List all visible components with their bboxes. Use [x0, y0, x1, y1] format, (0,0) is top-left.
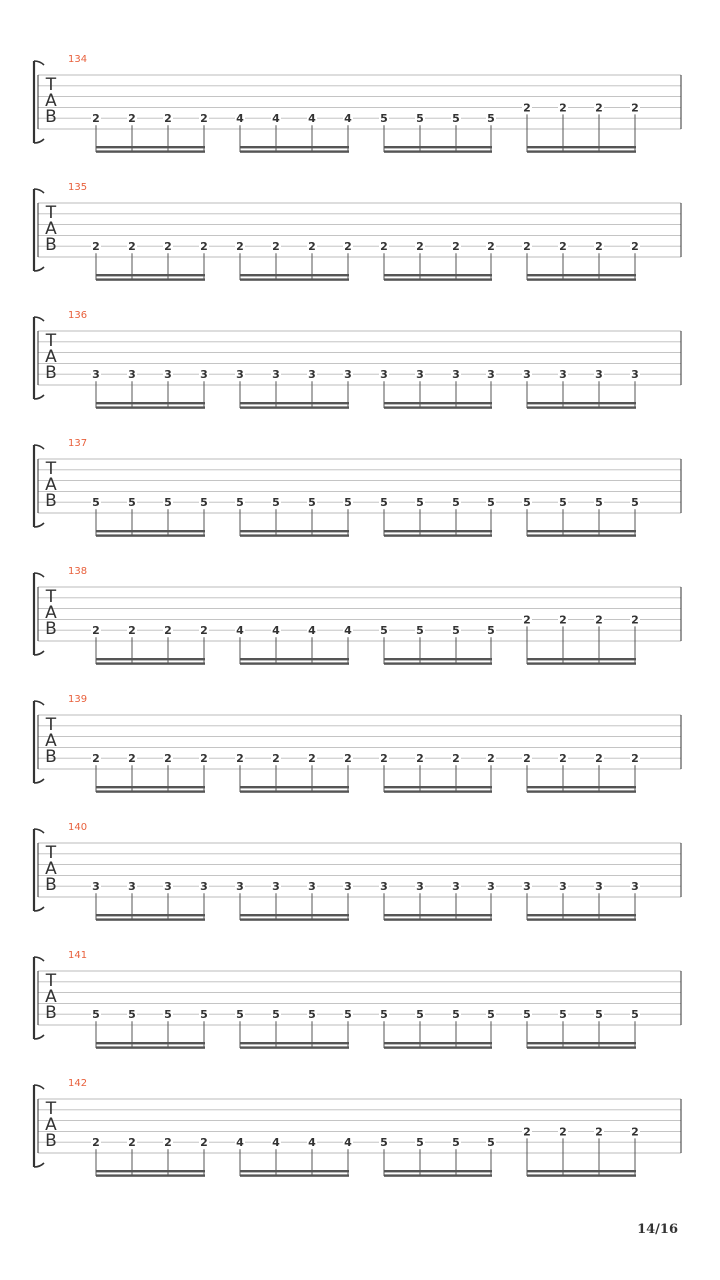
fret-number: 3 [92, 880, 100, 894]
beam-primary [96, 658, 205, 660]
bracket-bottom-hook [34, 907, 44, 911]
tab-clef-letter: A [45, 987, 57, 1007]
fret-number: 3 [416, 368, 424, 382]
fret-number: 3 [380, 368, 388, 382]
beam-primary [96, 274, 205, 276]
fret-number: 4 [236, 112, 244, 126]
beam-secondary [527, 790, 636, 792]
fret-number: 5 [631, 496, 639, 510]
beam-secondary [96, 790, 205, 792]
measure-number: 137 [68, 438, 88, 449]
fret-number: 2 [559, 1125, 567, 1139]
fret-number: 5 [631, 1008, 639, 1022]
fret-number: 5 [128, 1008, 136, 1022]
beam-primary [384, 274, 492, 276]
beam-primary [96, 914, 205, 916]
fret-number: 2 [559, 752, 567, 766]
fret-number: 2 [128, 624, 136, 638]
beam-secondary [527, 406, 636, 408]
fret-number: 5 [380, 1136, 388, 1150]
fret-number: 2 [631, 613, 639, 627]
beam-primary [527, 914, 636, 916]
tab-clef-letter: A [45, 475, 57, 495]
fret-number: 2 [631, 1125, 639, 1139]
tab-clef-letter: A [45, 603, 57, 623]
fret-number: 2 [380, 240, 388, 254]
fret-number: 5 [416, 1136, 424, 1150]
tab-clef-letter: A [45, 91, 57, 111]
beam-secondary [240, 534, 349, 536]
fret-number: 3 [164, 880, 172, 894]
tab-clef-letter: A [45, 1115, 57, 1135]
fret-number: 5 [559, 496, 567, 510]
fret-number: 5 [416, 624, 424, 638]
fret-number: 5 [92, 496, 100, 510]
beam-primary [240, 658, 349, 660]
tab-clef-letter: B [45, 875, 57, 895]
fret-number: 5 [200, 1008, 208, 1022]
fret-number: 2 [416, 240, 424, 254]
fret-number: 5 [487, 112, 495, 126]
beam-secondary [240, 150, 349, 152]
fret-number: 3 [308, 880, 316, 894]
fret-number: 2 [308, 240, 316, 254]
tab-clef-letter: B [45, 1003, 57, 1023]
beam-secondary [384, 406, 492, 408]
fret-number: 2 [308, 752, 316, 766]
fret-number: 2 [523, 613, 531, 627]
fret-number: 2 [164, 624, 172, 638]
fret-number: 2 [92, 752, 100, 766]
fret-number: 5 [523, 1008, 531, 1022]
fret-number: 3 [559, 880, 567, 894]
fret-number: 3 [200, 880, 208, 894]
beam-secondary [384, 1046, 492, 1048]
beam-secondary [384, 534, 492, 536]
beam-secondary [384, 662, 492, 664]
beam-secondary [96, 534, 205, 536]
fret-number: 5 [380, 1008, 388, 1022]
beam-primary [240, 1042, 349, 1044]
beam-secondary [240, 790, 349, 792]
bracket-top-hook [34, 701, 44, 705]
beam-secondary [240, 918, 349, 920]
tab-clef-letter: T [45, 587, 57, 607]
bracket-top-hook [34, 317, 44, 321]
beam-primary [527, 274, 636, 276]
fret-number: 5 [595, 496, 603, 510]
tab-clef-letter: T [45, 971, 57, 991]
fret-number: 2 [92, 112, 100, 126]
tab-clef-letter: A [45, 859, 57, 879]
fret-number: 3 [272, 368, 280, 382]
fret-number: 3 [92, 368, 100, 382]
fret-number: 2 [200, 1136, 208, 1150]
beam-secondary [240, 1046, 349, 1048]
beam-secondary [527, 150, 636, 152]
fret-number: 2 [92, 624, 100, 638]
fret-number: 2 [128, 1136, 136, 1150]
bracket-top-hook [34, 829, 44, 833]
bracket-bottom-hook [34, 267, 44, 271]
fret-number: 3 [344, 368, 352, 382]
fret-number: 5 [380, 112, 388, 126]
tab-clef-letter: A [45, 219, 57, 239]
fret-number: 5 [128, 496, 136, 510]
fret-number: 2 [200, 624, 208, 638]
fret-number: 5 [92, 1008, 100, 1022]
fret-number: 5 [452, 624, 460, 638]
fret-number: 2 [128, 112, 136, 126]
fret-number: 5 [236, 1008, 244, 1022]
fret-number: 5 [380, 496, 388, 510]
fret-number: 5 [416, 112, 424, 126]
measure-number: 136 [68, 310, 88, 321]
fret-number: 3 [452, 880, 460, 894]
beam-secondary [96, 918, 205, 920]
fret-number: 5 [344, 496, 352, 510]
fret-number: 2 [452, 752, 460, 766]
fret-number: 2 [92, 240, 100, 254]
tab-clef-letter: B [45, 619, 57, 639]
fret-number: 2 [523, 752, 531, 766]
fret-number: 4 [344, 624, 352, 638]
fret-number: 3 [452, 368, 460, 382]
beam-primary [384, 402, 492, 404]
bracket-bottom-hook [34, 1035, 44, 1039]
beam-secondary [96, 278, 205, 280]
fret-number: 2 [559, 613, 567, 627]
fret-number: 3 [595, 368, 603, 382]
fret-number: 5 [487, 1008, 495, 1022]
beam-primary [527, 1042, 636, 1044]
bracket-bottom-hook [34, 395, 44, 399]
beam-secondary [384, 790, 492, 792]
beam-primary [384, 1170, 492, 1172]
fret-number: 3 [523, 368, 531, 382]
measure-number: 139 [68, 694, 88, 705]
tab-clef-letter: T [45, 203, 57, 223]
fret-number: 2 [631, 101, 639, 115]
fret-number: 2 [128, 752, 136, 766]
beam-primary [96, 786, 205, 788]
beam-secondary [527, 534, 636, 536]
tab-clef-letter: B [45, 491, 57, 511]
fret-number: 5 [416, 496, 424, 510]
fret-number: 5 [308, 496, 316, 510]
fret-number: 3 [631, 880, 639, 894]
page-number: 14/16 [637, 1222, 678, 1237]
measure-number: 142 [68, 1078, 88, 1089]
fret-number: 5 [164, 496, 172, 510]
beam-primary [96, 402, 205, 404]
fret-number: 2 [523, 1125, 531, 1139]
fret-number: 5 [452, 496, 460, 510]
fret-number: 2 [523, 240, 531, 254]
fret-number: 2 [559, 240, 567, 254]
bracket-top-hook [34, 189, 44, 193]
beam-primary [384, 914, 492, 916]
beam-primary [527, 146, 636, 148]
fret-number: 2 [487, 752, 495, 766]
fret-number: 5 [308, 1008, 316, 1022]
fret-number: 3 [236, 368, 244, 382]
fret-number: 5 [595, 1008, 603, 1022]
fret-number: 4 [236, 624, 244, 638]
fret-number: 2 [595, 1125, 603, 1139]
bracket-top-hook [34, 61, 44, 65]
fret-number: 4 [308, 624, 316, 638]
beam-primary [240, 274, 349, 276]
beam-secondary [384, 278, 492, 280]
fret-number: 2 [416, 752, 424, 766]
fret-number: 3 [128, 880, 136, 894]
fret-number: 2 [595, 101, 603, 115]
fret-number: 4 [272, 1136, 280, 1150]
tab-clef-letter: T [45, 715, 57, 735]
fret-number: 5 [236, 496, 244, 510]
fret-number: 2 [631, 240, 639, 254]
fret-number: 2 [200, 752, 208, 766]
measure-number: 135 [68, 182, 88, 193]
tab-clef-letter: T [45, 459, 57, 479]
fret-number: 4 [272, 112, 280, 126]
fret-number: 2 [272, 240, 280, 254]
beam-primary [96, 530, 205, 532]
fret-number: 5 [380, 624, 388, 638]
fret-number: 2 [595, 613, 603, 627]
beam-primary [240, 402, 349, 404]
beam-primary [384, 146, 492, 148]
bracket-top-hook [34, 1085, 44, 1089]
fret-number: 2 [559, 101, 567, 115]
fret-number: 5 [487, 496, 495, 510]
beam-secondary [527, 918, 636, 920]
beam-secondary [527, 1174, 636, 1176]
fret-number: 2 [92, 1136, 100, 1150]
beam-primary [384, 658, 492, 660]
fret-number: 5 [452, 1136, 460, 1150]
tab-clef-letter: B [45, 235, 57, 255]
beam-primary [240, 146, 349, 148]
measure-number: 140 [68, 822, 88, 833]
fret-number: 2 [200, 112, 208, 126]
fret-number: 5 [416, 1008, 424, 1022]
fret-number: 3 [308, 368, 316, 382]
tab-clef-letter: A [45, 347, 57, 367]
fret-number: 2 [452, 240, 460, 254]
beam-primary [527, 530, 636, 532]
beam-secondary [527, 662, 636, 664]
fret-number: 3 [128, 368, 136, 382]
fret-number: 3 [631, 368, 639, 382]
beam-primary [527, 402, 636, 404]
tab-clef-letter: B [45, 747, 57, 767]
beam-primary [96, 1042, 205, 1044]
beam-secondary [384, 150, 492, 152]
beam-primary [240, 530, 349, 532]
bracket-top-hook [34, 445, 44, 449]
beam-secondary [96, 150, 205, 152]
measure-number: 134 [68, 54, 88, 65]
fret-number: 5 [200, 496, 208, 510]
fret-number: 5 [487, 1136, 495, 1150]
beam-secondary [240, 662, 349, 664]
fret-number: 3 [380, 880, 388, 894]
beam-secondary [240, 1174, 349, 1176]
fret-number: 4 [344, 112, 352, 126]
fret-number: 2 [344, 240, 352, 254]
fret-number: 4 [236, 1136, 244, 1150]
fret-number: 2 [380, 752, 388, 766]
beam-secondary [96, 406, 205, 408]
beam-primary [240, 786, 349, 788]
fret-number: 5 [559, 1008, 567, 1022]
bracket-top-hook [34, 573, 44, 577]
fret-number: 5 [523, 496, 531, 510]
fret-number: 2 [523, 101, 531, 115]
measure-number: 141 [68, 950, 88, 961]
beam-secondary [384, 918, 492, 920]
tab-clef-letter: T [45, 1099, 57, 1119]
beam-primary [527, 1170, 636, 1172]
bracket-bottom-hook [34, 779, 44, 783]
beam-secondary [96, 662, 205, 664]
fret-number: 2 [164, 1136, 172, 1150]
fret-number: 2 [164, 240, 172, 254]
fret-number: 2 [164, 752, 172, 766]
beam-secondary [96, 1046, 205, 1048]
fret-number: 5 [344, 1008, 352, 1022]
fret-number: 3 [487, 368, 495, 382]
bracket-top-hook [34, 957, 44, 961]
beam-primary [527, 786, 636, 788]
fret-number: 2 [164, 112, 172, 126]
fret-number: 3 [164, 368, 172, 382]
beam-primary [96, 1170, 205, 1172]
fret-number: 4 [272, 624, 280, 638]
beam-secondary [240, 278, 349, 280]
fret-number: 2 [595, 752, 603, 766]
fret-number: 3 [344, 880, 352, 894]
fret-number: 2 [128, 240, 136, 254]
fret-number: 4 [308, 1136, 316, 1150]
beam-primary [527, 658, 636, 660]
beam-primary [240, 1170, 349, 1172]
beam-secondary [527, 278, 636, 280]
fret-number: 4 [344, 1136, 352, 1150]
beam-primary [384, 786, 492, 788]
measure-number: 138 [68, 566, 88, 577]
fret-number: 4 [308, 112, 316, 126]
fret-number: 3 [236, 880, 244, 894]
beam-secondary [240, 406, 349, 408]
beam-primary [384, 530, 492, 532]
beam-primary [240, 914, 349, 916]
tab-clef-letter: T [45, 843, 57, 863]
fret-number: 5 [487, 624, 495, 638]
fret-number: 2 [272, 752, 280, 766]
fret-number: 3 [487, 880, 495, 894]
tab-clef-letter: B [45, 1131, 57, 1151]
fret-number: 5 [452, 1008, 460, 1022]
fret-number: 3 [272, 880, 280, 894]
fret-number: 3 [200, 368, 208, 382]
fret-number: 5 [272, 496, 280, 510]
bracket-bottom-hook [34, 139, 44, 143]
bracket-bottom-hook [34, 651, 44, 655]
fret-number: 3 [416, 880, 424, 894]
tab-clef-letter: B [45, 363, 57, 383]
beam-secondary [527, 1046, 636, 1048]
fret-number: 3 [559, 368, 567, 382]
beam-secondary [96, 1174, 205, 1176]
fret-number: 2 [236, 240, 244, 254]
fret-number: 3 [595, 880, 603, 894]
fret-number: 3 [523, 880, 531, 894]
fret-number: 5 [272, 1008, 280, 1022]
beam-primary [96, 146, 205, 148]
beam-primary [384, 1042, 492, 1044]
fret-number: 2 [487, 240, 495, 254]
tab-clef-letter: A [45, 731, 57, 751]
fret-number: 2 [236, 752, 244, 766]
tab-clef-letter: B [45, 107, 57, 127]
fret-number: 2 [344, 752, 352, 766]
tab-clef-letter: T [45, 331, 57, 351]
fret-number: 5 [452, 112, 460, 126]
fret-number: 2 [200, 240, 208, 254]
beam-secondary [384, 1174, 492, 1176]
fret-number: 2 [595, 240, 603, 254]
fret-number: 5 [164, 1008, 172, 1022]
fret-number: 2 [631, 752, 639, 766]
bracket-bottom-hook [34, 523, 44, 527]
bracket-bottom-hook [34, 1163, 44, 1167]
tab-clef-letter: T [45, 75, 57, 95]
